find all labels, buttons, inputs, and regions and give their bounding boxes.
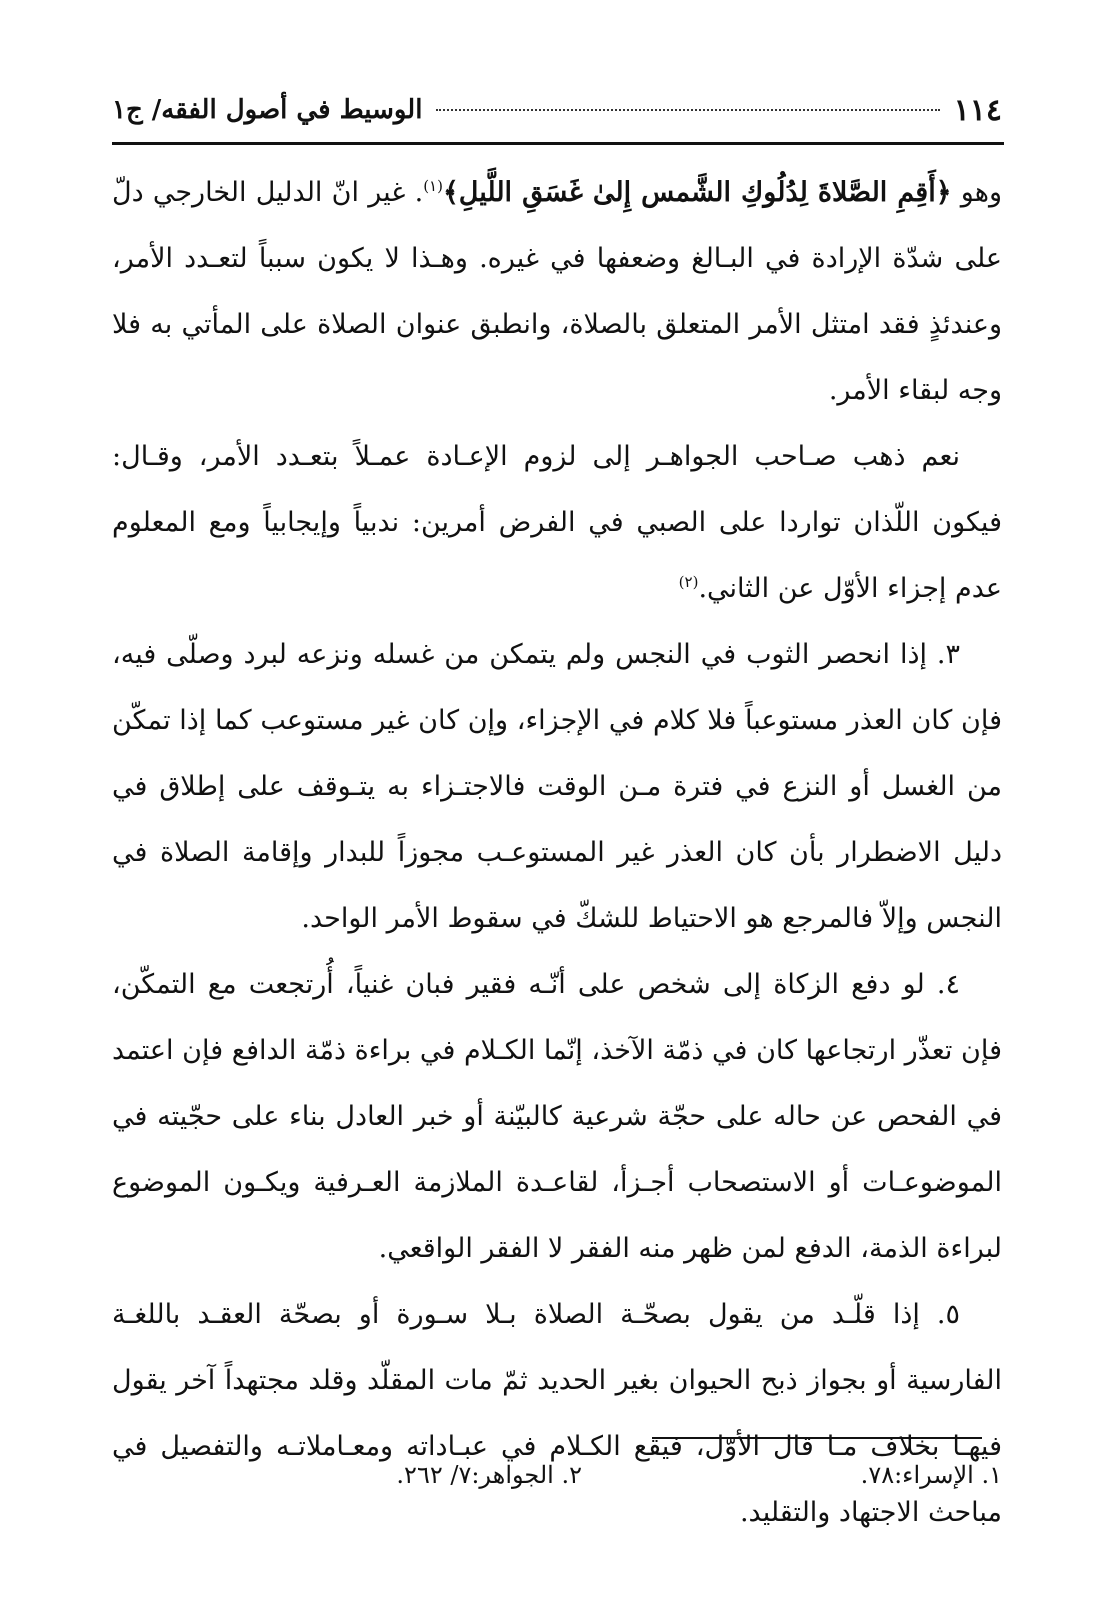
paragraph-4: ٤. لو دفع الزكاة إلى شخص على أنّـه فقير فبان غنياً، أُرتجعت مع التمكّن، فإن تعذّر ارتجاعها كان في ذمّة الآخذ، إنّما الكـلام في براءة ذمّة الدافع فإن اعتمد في الفحص عن حاله على حجّة شرعية كالبيّنة أو خبر العادل بناء على حجّيته في الموضوعـات أو الاستصحاب أجـزأ، لقاعـدة الملازمة العـرفية ويكـون الموضوع لبراءة الذمة، الدفع لمن ظهر منه الفقر لا الفقر الواقعي.	[112, 969, 1002, 1264]
page-number: ١١٤	[953, 92, 1002, 128]
header-dotted-leader	[436, 109, 939, 111]
running-title: الوسيط في أصول الفقه/ ج١	[112, 95, 423, 125]
paragraph-3: ٣. إذا انحصر الثوب في النجس ولم يتمكن من غسله ونزعه لبرد وصلّى فيه، فإن كان العذر مستوعباً فلا كلام في الإجزاء، وإن كان غير مستوعب كما إذا تمكّن من الغسل أو النزع في فترة مـن الوقت فالاجتـزاء به يتـوقف على إطلاق في دليل الاضطرار بأن كان العذر غير المستوعـب مجوزاً للبدار وإقامة الصلاة في النجس وإلاّ فالمرجع هو الاحتياط للشكّ في سقوط الأمر الواحد.	[112, 639, 1002, 934]
footnote-ref-1: (١)	[423, 177, 443, 195]
footnote-ref-2: (٢)	[678, 573, 699, 591]
paragraph-1	[112, 160, 1002, 424]
paragraph-1-pre: وهو	[951, 177, 1002, 208]
quran-verse: ﴿أَقِمِ الصَّلاةَ لِدُلُوكِ الشَّمس إِلىٰ غَسَقِ اللَّيلِ﴾	[442, 177, 952, 208]
paragraph-5: ٥. إذا قلّـد من يقول بصحّـة الصلاة بـلا سـورة أو بصحّة العقـد باللغـة الفارسية أو بجواز ذبح الحيوان بغير الحديد ثمّ مات المقلّد وقلد مجتهداً آخر يقول فيهـا بخلاف مـا قال الأوّل، فيقع الكـلام في عبـاداته ومعـاملاتـه والتفصيل في مباحث الاجتهاد والتقليد.	[112, 1299, 1002, 1528]
body-text	[112, 160, 1002, 1546]
footnotes	[112, 1455, 1002, 1495]
paragraph-1-post: . غير انّ الدليل الخارجي دلّ على شدّة الإرادة في البـالغ وضعفها في غيره. وهـذا لا يكون سبباً لتعـدد الأمر، وعندئذٍ فقد امتثل الأمر المتعلق بالصلاة، وانطبق عنوان الصلاة على المأتي به فلا وجه لبقاء الأمر.	[112, 177, 1002, 406]
paragraph-2-text: نعم ذهب صـاحب الجواهـر إلى لزوم الإعـادة عمـلاً بتعـدد الأمر، وقـال: فيكون اللّذان تواردا على الصبي في الفرض أمرين: ندبياً وإيجابياً ومع المعلوم عدم إجزاء الأوّل عن الثاني.	[112, 441, 1002, 604]
page-header	[112, 80, 1002, 140]
paragraph-2	[112, 424, 1002, 622]
footnote-2: ٢. الجواهر:٧/ ٢٦٢.	[396, 1461, 582, 1489]
header-rule	[112, 142, 1004, 145]
footnote-1: ١. الإسراء:٧٨.	[860, 1461, 1002, 1489]
footnote-rule	[652, 1437, 982, 1439]
